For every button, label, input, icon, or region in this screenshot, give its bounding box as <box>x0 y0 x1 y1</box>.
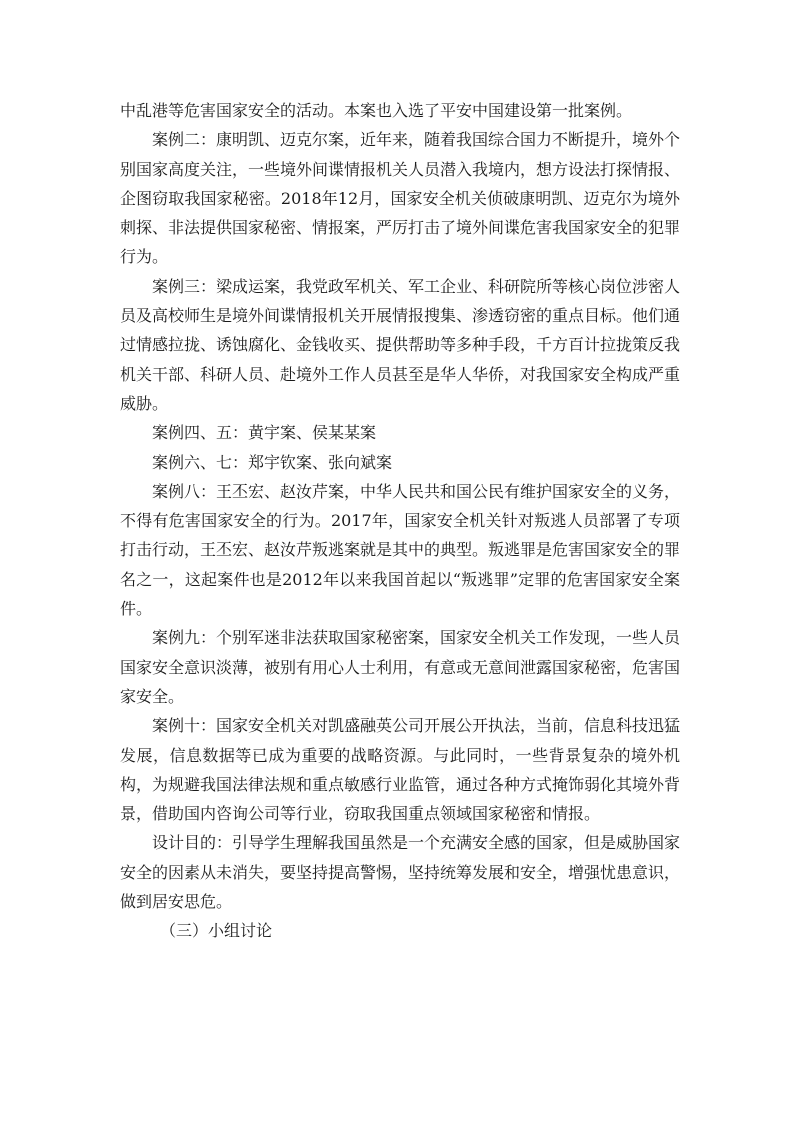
paragraph-case-3: 案例三：梁成运案，我党政军机关、军工企业、科研院所等核心岗位涉密人员及高校师生是境外间谍情报机关开展情报搜集、渗透窃密的重点目标。他们通过情感拉拢、诱蚀腐化、金钱收买、提供帮助等多种手段，千方百计拉拢策反我机关干部、科研人员、赴境外工作人员甚至是华人华侨，对我国家安全构成严重威胁。 <box>120 276 681 413</box>
paragraph-case-9: 案例九：个别军迷非法获取国家秘密案，国家安全机关工作发现，一些人员国家安全意识淡薄，被别有用心人士利用，有意或无意间泄露国家秘密，危害国家安全。 <box>120 628 681 706</box>
paragraph-case-10: 案例十：国家安全机关对凯盛融英公司开展公开执法，当前，信息科技迅猛发展，信息数据等已成为重要的战略资源。与此同时，一些背景复杂的境外机构，为规避我国法律法规和重点敏感行业监管，通过各种方式掩饰弱化其境外背景，借助国内咨询公司等行业，窃取我国重点领域国家秘密和情报。 <box>120 716 681 824</box>
paragraph-design-purpose: 设计目的：引导学生理解我国虽然是一个充满安全感的国家，但是威胁国家安全的因素从未消失，要坚持提高警惕，坚持统筹发展和安全，增强忧患意识，做到居安思危。 <box>120 833 681 912</box>
paragraph-continuation: 中乱港等危害国家安全的活动。本案也入选了平安中国建设第一批案例。 <box>120 101 633 120</box>
section-heading: （三）小组讨论 <box>160 921 273 941</box>
paragraph-case-8: 案例八：王丕宏、赵汝芹案，中华人民共和国公民有维护国家安全的义务，不得有危害国家安全的行为。2017年，国家安全机关针对叛逃人员部署了专项打击行动，王丕宏、赵汝芹叛逃案就是其中的典型。叛逃罪是危害国家安全的罪名之一，这起案件也是2012年以来我国首起以“叛逃罪”定罪的危害国家安全案件。 <box>120 481 681 619</box>
document-body <box>120 96 680 946</box>
paragraph-case-6-7: 案例六、七：郑宇钦案、张向斌案 <box>152 452 393 472</box>
paragraph-case-4-5: 案例四、五：黄宇案、侯某某案 <box>152 423 377 443</box>
paragraph-case-2: 案例二：康明凯、迈克尔案，近年来，随着我国综合国力不断提升，境外个别国家高度关注，一些境外间谍情报机关人员潜入我境内，想方设法打探情报、企图窃取我国家秘密。2018年12月，国家安全机关侦破康明凯、迈克尔为境外刺探、非法提供国家秘密、情报案，严厉打击了境外间谍危害我国家安全的犯罪行为。 <box>120 130 681 267</box>
